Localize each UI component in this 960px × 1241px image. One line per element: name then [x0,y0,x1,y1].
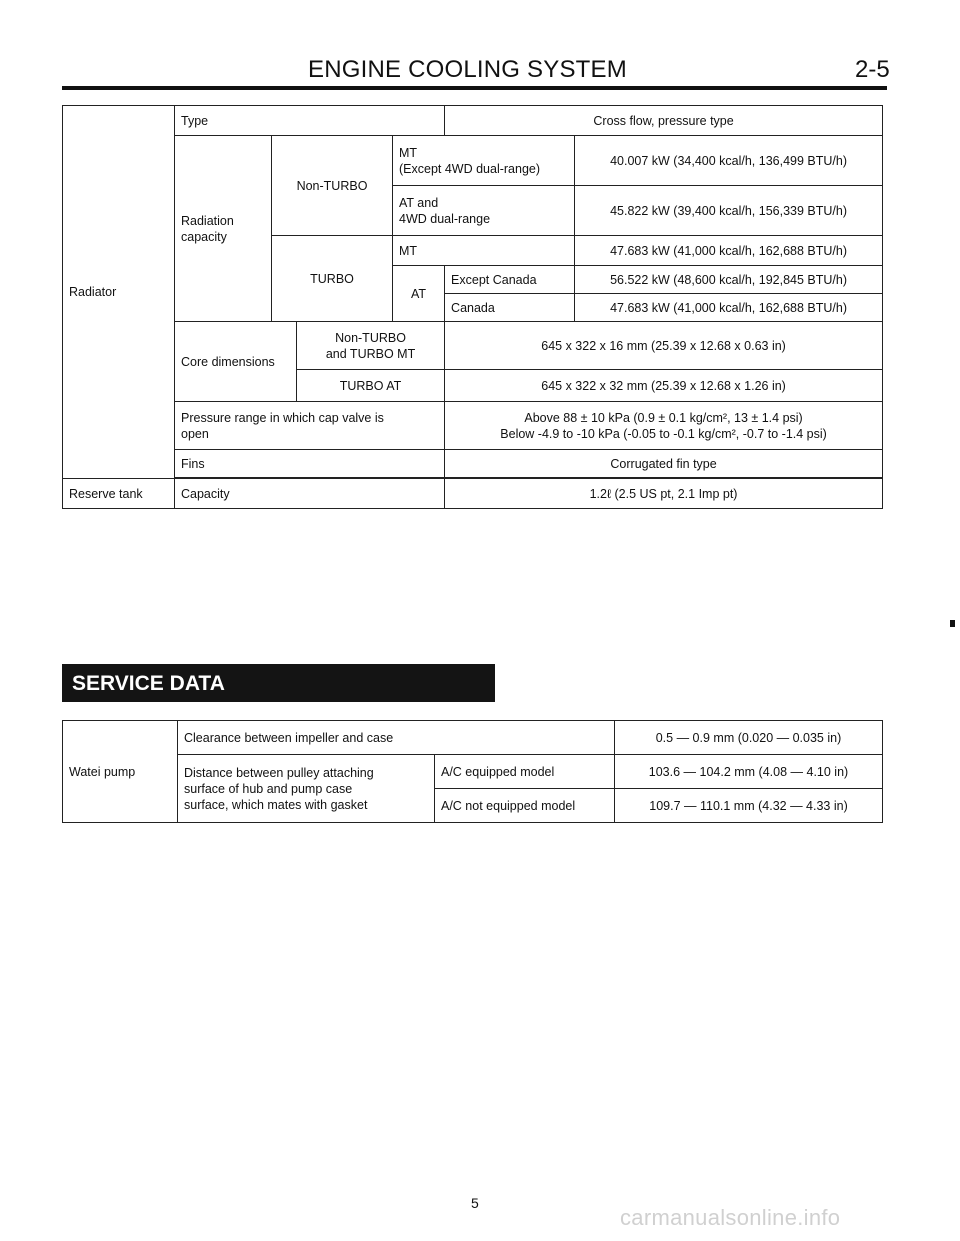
except-canada-value: 56.522 kW (48,600 kcal/h, 192,845 BTU/h) [575,266,883,294]
margin-mark [950,620,955,627]
capacity-label: Capacity [175,479,445,509]
ac-equipped-value: 103.6 — 104.2 mm (4.08 — 4.10 in) [615,755,883,789]
radiator-spec-table [62,105,883,509]
mt-except-4wd-label: MT (Except 4WD dual-range) [393,136,575,186]
clearance-label: Clearance between impeller and case [178,721,615,755]
except-canada-label: Except Canada [445,266,575,294]
type-label: Type [175,106,445,136]
turbo-label: TURBO [272,236,393,322]
service-data-table [62,720,883,823]
core-dimensions-label: Core dimensions [175,322,297,402]
page-reference: 2-5 [855,56,890,83]
fins-value: Corrugated fin type [445,450,883,478]
at-4wd-label: AT and 4WD dual-range [393,186,575,236]
ac-not-equipped-label: A/C not equipped model [435,789,615,823]
pressure-range-below: Below -4.9 to -10 kPa (-0.05 to -0.1 kg/cm², -0.7 to -1.4 psi) [500,426,827,441]
watermark: carmanualsonline.info [620,1205,841,1230]
turbo-at-label: AT [393,266,445,322]
radiation-capacity-label: Radiation capacity [175,136,272,322]
distance-label: Distance between pulley attaching surface of hub and pump case surface, which mates with gasket [178,755,435,823]
capacity-value: 1.2ℓ (2.5 US pt, 2.1 Imp pt) [445,479,883,509]
turbo-mt-value: 47.683 kW (41,000 kcal/h, 162,688 BTU/h) [575,236,883,266]
core-turbo-at-value: 645 x 322 x 32 mm (25.39 x 12.68 x 1.26 in) [445,370,883,402]
core-nonturbo-label: Non-TURBO and TURBO MT [297,322,445,370]
turbo-mt-label: MT [393,236,575,266]
canada-value: 47.683 kW (41,000 kcal/h, 162,688 BTU/h) [575,294,883,322]
radiator-label: Radiator [63,106,175,479]
core-turbo-at-label: TURBO AT [297,370,445,402]
header-rule [62,86,887,90]
core-nonturbo-value: 645 x 322 x 16 mm (25.39 x 12.68 x 0.63 in) [445,322,883,370]
pressure-range-value [445,402,883,450]
at-4wd-value: 45.822 kW (39,400 kcal/h, 156,339 BTU/h) [575,186,883,236]
page-title: ENGINE COOLING SYSTEM [308,56,627,83]
fins-label: Fins [175,450,445,478]
clearance-value: 0.5 — 0.9 mm (0.020 — 0.035 in) [615,721,883,755]
type-value: Cross flow, pressure type [445,106,883,136]
canada-label: Canada [445,294,575,322]
pressure-range-above: Above 88 ± 10 kPa (0.9 ± 0.1 kg/cm², 13 ± 1.4 psi) [524,410,803,425]
non-turbo-label: Non-TURBO [272,136,393,236]
pressure-range-label: Pressure range in which cap valve is open [175,402,445,450]
reserve-tank-label: Reserve tank [63,479,175,509]
service-data-banner: SERVICE DATA [62,664,495,702]
page-number: 5 [471,1195,479,1211]
ac-not-equipped-value: 109.7 — 110.1 mm (4.32 — 4.33 in) [615,789,883,823]
water-pump-label: Watei pump [63,721,178,823]
mt-except-4wd-value: 40.007 kW (34,400 kcal/h, 136,499 BTU/h) [575,136,883,186]
ac-equipped-label: A/C equipped model [435,755,615,789]
